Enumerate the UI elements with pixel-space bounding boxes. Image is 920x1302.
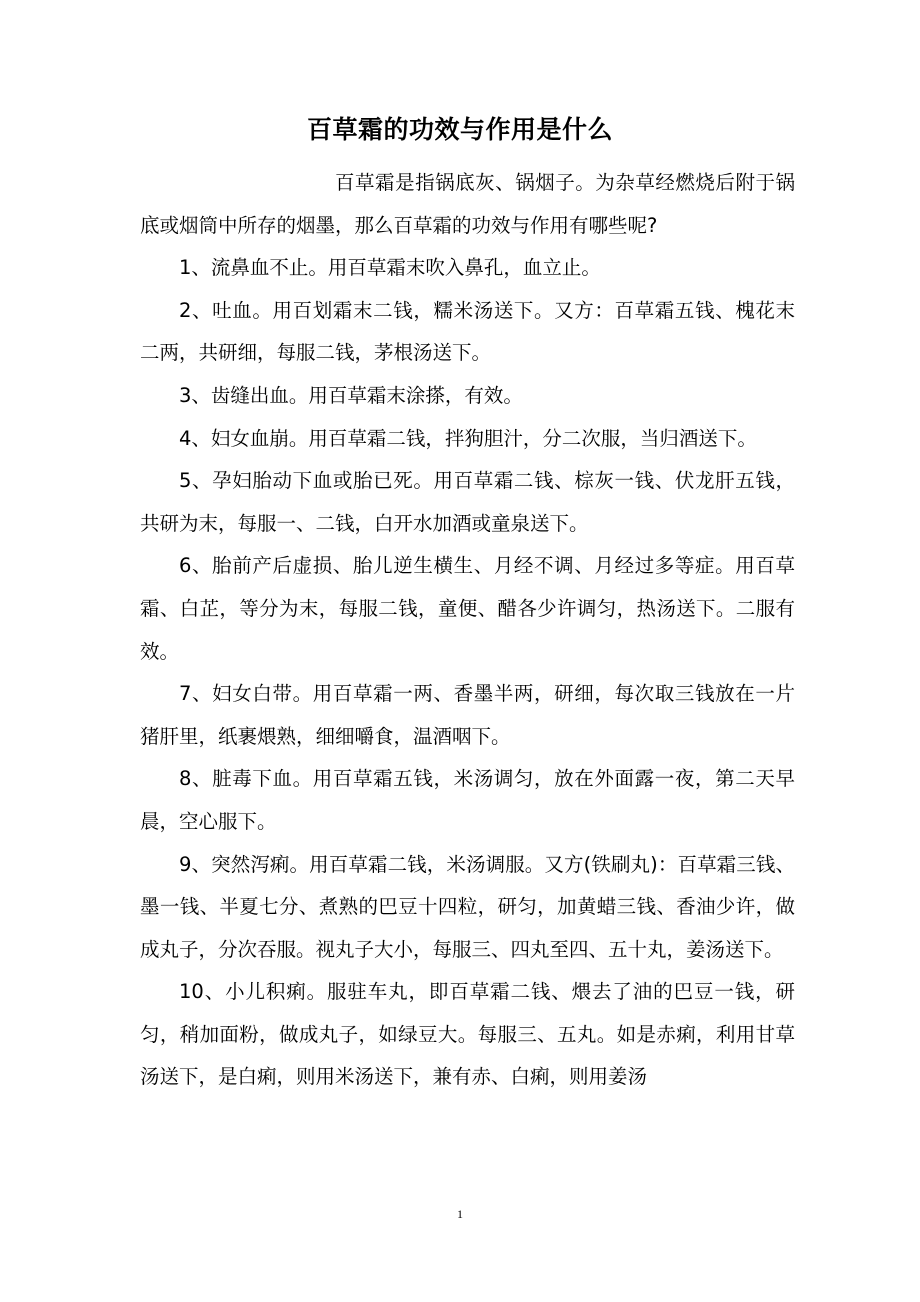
- intro-paragraph: 百草霜是指锅底灰、锅烟子。为杂草经燃烧后附于锅底或烟筒中所存的烟墨，那么百草霜的功效与作用有哪些呢?: [140, 171, 795, 237]
- list-item: 3、齿缝出血。用百草霜末涂搽，有效。: [179, 383, 523, 407]
- page-number: 1: [457, 1207, 463, 1221]
- list-item: 1、流鼻血不止。用百草霜末吹入鼻孔，血立止。: [179, 256, 601, 280]
- document-body: [140, 162, 795, 1099]
- list-item: 8、脏毒下血。用百草霜五钱，米汤调匀，放在外面露一夜，第二天早晨，空心服下。: [140, 767, 795, 833]
- list-item: 6、胎前产后虚损、胎儿逆生横生、月经不调、月经过多等症。用百草霜、白芷，等分为末，每服二钱，童便、醋各少许调匀，热汤送下。二服有效。: [140, 554, 795, 663]
- list-item: 4、妇女血崩。用百草霜二钱，拌狗胆汁，分二次服，当归酒送下。: [179, 426, 757, 450]
- list-item: 10、小儿积痢。服驻车丸，即百草霜二钱、煨去了油的巴豆一钱，研匀，稍加面粉，做成丸子，如绿豆大。每服三、五丸。如是赤痢，利用甘草汤送下，是白痢，则用米汤送下，兼有赤、白痢，则用姜汤: [140, 980, 795, 1089]
- list-item: 2、吐血。用百划霜末二钱，糯米汤送下。又方：百草霜五钱、槐花末二两，共研细，每服二钱，茅根汤送下。: [140, 298, 795, 365]
- list-item: 9、突然泻痢。用百草霜二钱，米汤调服。又方(铁刷丸)：百草霜三钱、墨一钱、半夏七分、煮熟的巴豆十四粒，研匀，加黄蜡三钱、香油少许，做成丸子，分次吞服。视丸子大小，每服三、四丸至四、五十丸，姜汤送下。: [140, 852, 795, 961]
- list-item: 7、妇女白带。用百草霜一两、香墨半两，研细，每次取三钱放在一片猪肝里，纸裹煨熟，细细嚼食，温酒咽下。: [140, 682, 795, 748]
- list-item: 5、孕妇胎动下血或胎已死。用百草霜二钱、棕灰一钱、伏龙肝五钱，共研为末，每服一、二钱，白开水加酒或童泉送下。: [140, 469, 795, 535]
- document-title: 百草霜的功效与作用是什么: [306, 115, 613, 144]
